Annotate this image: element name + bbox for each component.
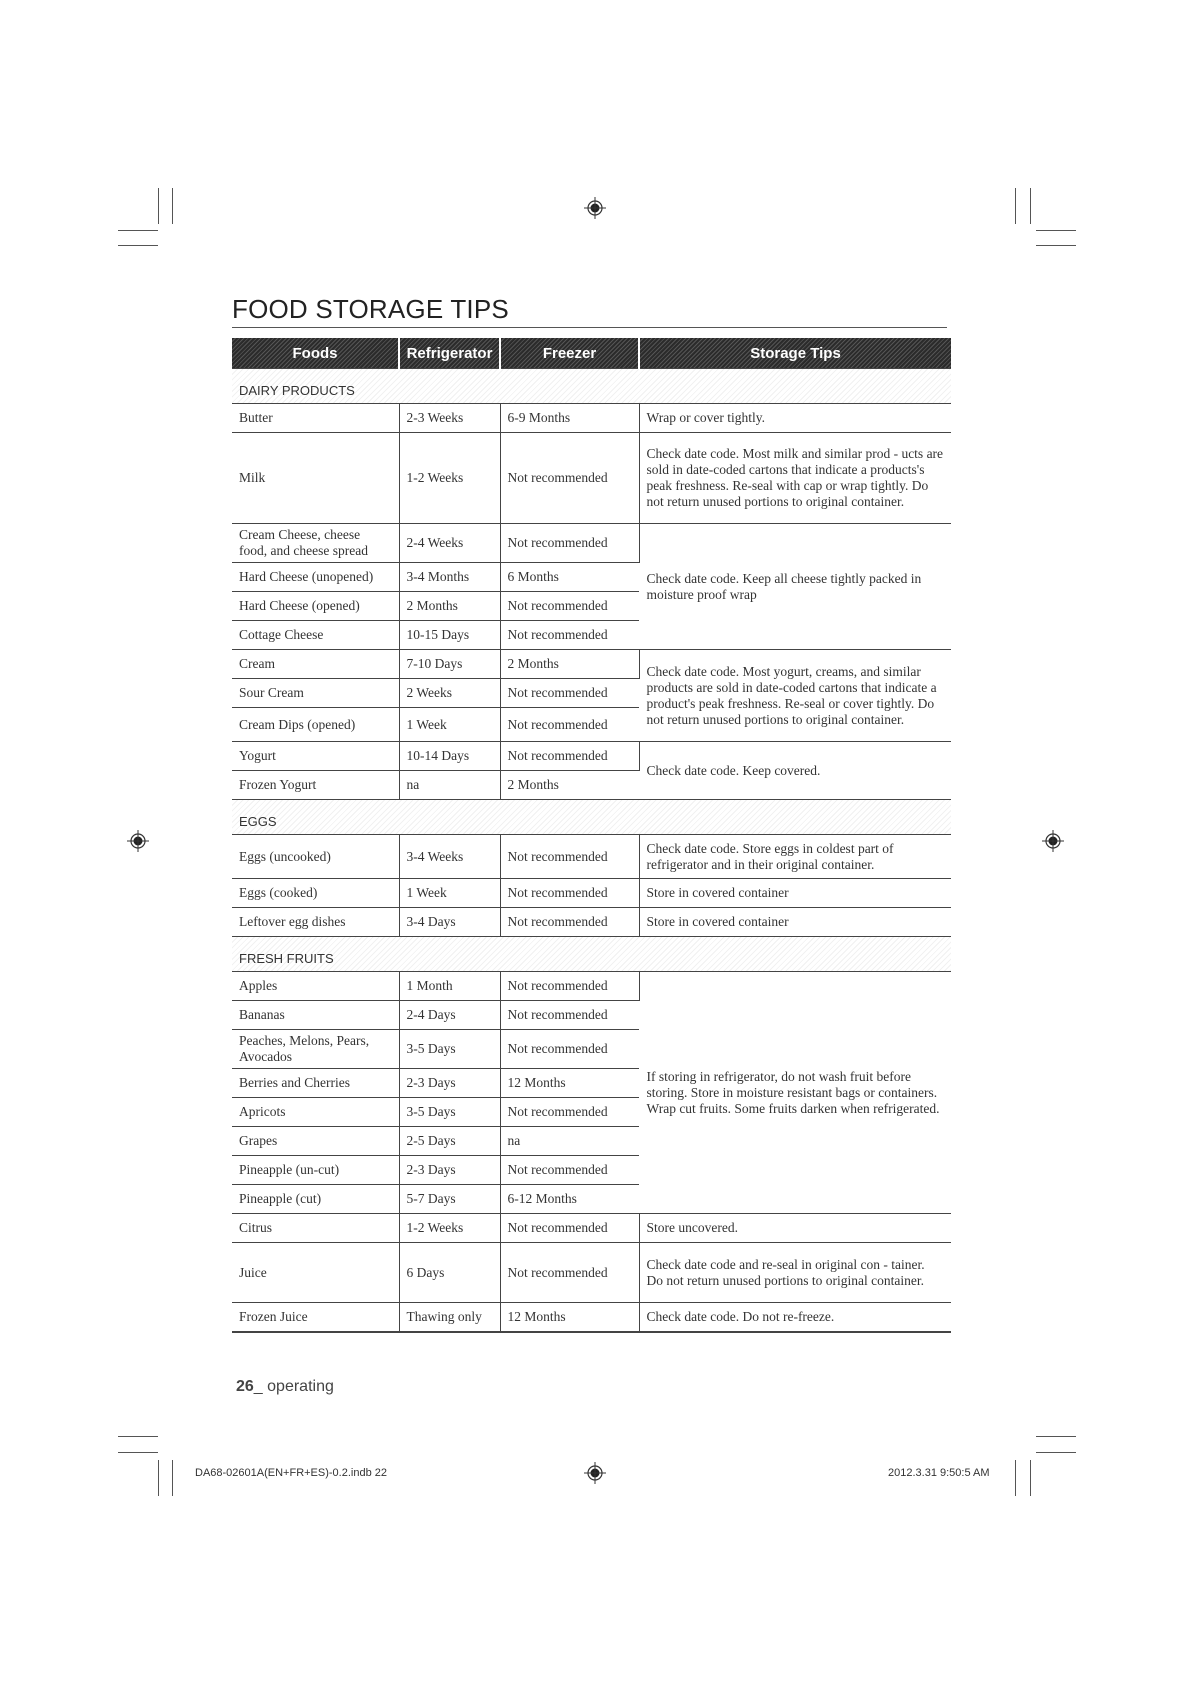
registration-mark-icon: [127, 830, 149, 852]
food-cell: Citrus: [232, 1214, 399, 1243]
food-cell: Yogurt: [232, 742, 399, 771]
freezer-cell: Not recommended: [500, 1214, 639, 1243]
table-row: [232, 835, 951, 879]
fridge-cell: 2-4 Weeks: [399, 524, 500, 563]
crop-mark: [1036, 230, 1076, 231]
fridge-cell: Thawing only: [399, 1303, 500, 1333]
fridge-cell: 1 Week: [399, 879, 500, 908]
fridge-cell: 3-4 Months: [399, 563, 500, 592]
tip-cell: Check date code. Keep covered.: [639, 742, 951, 800]
freezer-cell: 6-9 Months: [500, 404, 639, 433]
freezer-cell: 2 Months: [500, 650, 639, 679]
tip-cell: Store in covered container: [639, 879, 951, 908]
freezer-cell: 2 Months: [500, 771, 639, 800]
header-refrigerator: Refrigerator: [399, 338, 500, 369]
freezer-cell: Not recommended: [500, 835, 639, 879]
page-footer: [236, 1378, 334, 1396]
section-eggs: EGGS: [232, 800, 951, 835]
food-cell: Grapes: [232, 1127, 399, 1156]
fridge-cell: 3-5 Days: [399, 1030, 500, 1069]
freezer-cell: Not recommended: [500, 1030, 639, 1069]
freezer-cell: Not recommended: [500, 524, 639, 563]
fridge-cell: 10-14 Days: [399, 742, 500, 771]
food-cell: Eggs (cooked): [232, 879, 399, 908]
tip-cell: Wrap or cover tightly.: [639, 404, 951, 433]
fridge-cell: 1 Week: [399, 708, 500, 742]
table-row: [232, 650, 951, 679]
freezer-cell: 6 Months: [500, 563, 639, 592]
fridge-cell: 7-10 Days: [399, 650, 500, 679]
food-cell: Cottage Cheese: [232, 621, 399, 650]
food-cell: Frozen Juice: [232, 1303, 399, 1333]
fridge-cell: 2-3 Days: [399, 1069, 500, 1098]
food-cell: Pineapple (un-cut): [232, 1156, 399, 1185]
fridge-cell: 6 Days: [399, 1243, 500, 1303]
food-cell: Hard Cheese (unopened): [232, 563, 399, 592]
crop-mark: [1036, 1436, 1076, 1437]
freezer-cell: Not recommended: [500, 433, 639, 524]
tip-cell: Check date code. Most yogurt, creams, and similar products are sold in date-coded cartons that indicate a product's peak freshness. Re-seal or cover tightly. Do not return unused portions to original container.: [639, 650, 951, 742]
fridge-cell: na: [399, 771, 500, 800]
freezer-cell: na: [500, 1127, 639, 1156]
crop-mark: [1030, 1460, 1031, 1496]
fridge-cell: 2 Weeks: [399, 679, 500, 708]
food-cell: Peaches, Melons, Pears, Avocados: [232, 1030, 399, 1069]
section-fresh-fruits: FRESH FRUITS: [232, 937, 951, 972]
file-slug: DA68-02601A(EN+FR+ES)-0.2.indb 22: [195, 1467, 387, 1479]
crop-mark: [158, 1460, 159, 1496]
registration-mark-icon: [584, 1462, 606, 1484]
crop-mark: [172, 1460, 173, 1496]
freezer-cell: Not recommended: [500, 972, 639, 1001]
crop-mark: [118, 230, 158, 231]
food-cell: Milk: [232, 433, 399, 524]
food-cell: Cream Dips (opened): [232, 708, 399, 742]
food-cell: Berries and Cherries: [232, 1069, 399, 1098]
tip-cell: If storing in refrigerator, do not wash fruit before storing. Store in moisture resistant bags or containers. Wrap cut fruits. Some fruits darken when refrigerated.: [639, 972, 951, 1214]
crop-mark: [1030, 188, 1031, 224]
fridge-cell: 1-2 Weeks: [399, 1214, 500, 1243]
tip-cell: Store uncovered.: [639, 1214, 951, 1243]
page-number: 26: [236, 1378, 254, 1395]
fridge-cell: 2-4 Days: [399, 1001, 500, 1030]
fridge-cell: 3-4 Days: [399, 908, 500, 937]
table-row: [232, 1303, 951, 1333]
freezer-cell: Not recommended: [500, 1001, 639, 1030]
fridge-cell: 2 Months: [399, 592, 500, 621]
food-cell: Leftover egg dishes: [232, 908, 399, 937]
tip-cell: Check date code. Most milk and similar prod - ucts are sold in date-coded cartons that indicate a products's peak freshness. Re-seal with cap or wrap tightly. Do not return unused portions to original container.: [639, 433, 951, 524]
food-cell: Butter: [232, 404, 399, 433]
header-storage-tips: Storage Tips: [639, 338, 951, 369]
fridge-cell: 10-15 Days: [399, 621, 500, 650]
food-cell: Apricots: [232, 1098, 399, 1127]
freezer-cell: Not recommended: [500, 621, 639, 650]
food-cell: Pineapple (cut): [232, 1185, 399, 1214]
fridge-cell: 3-5 Days: [399, 1098, 500, 1127]
fridge-cell: 1-2 Weeks: [399, 433, 500, 524]
tip-cell: Check date code. Store eggs in coldest part of refrigerator and in their original container.: [639, 835, 951, 879]
freezer-cell: Not recommended: [500, 1243, 639, 1303]
crop-mark: [1036, 245, 1076, 246]
registration-mark-icon: [1042, 830, 1064, 852]
food-cell: Hard Cheese (opened): [232, 592, 399, 621]
freezer-cell: Not recommended: [500, 1098, 639, 1127]
food-cell: Frozen Yogurt: [232, 771, 399, 800]
table-row: [232, 972, 951, 1001]
food-cell: Cream Cheese, cheese food, and cheese spread: [232, 524, 399, 563]
freezer-cell: Not recommended: [500, 679, 639, 708]
table-row: [232, 433, 951, 524]
food-cell: Eggs (uncooked): [232, 835, 399, 879]
freezer-cell: Not recommended: [500, 708, 639, 742]
tip-cell: Check date code. Do not re-freeze.: [639, 1303, 951, 1333]
table-row: [232, 879, 951, 908]
food-cell: Cream: [232, 650, 399, 679]
fridge-cell: 5-7 Days: [399, 1185, 500, 1214]
crop-mark: [158, 188, 159, 224]
freezer-cell: Not recommended: [500, 1156, 639, 1185]
title-divider: [232, 327, 947, 328]
crop-mark: [172, 188, 173, 224]
crop-mark: [118, 1452, 158, 1453]
crop-mark: [1015, 1460, 1016, 1496]
freezer-cell: Not recommended: [500, 879, 639, 908]
fridge-cell: 3-4 Weeks: [399, 835, 500, 879]
freezer-cell: Not recommended: [500, 592, 639, 621]
food-cell: Apples: [232, 972, 399, 1001]
food-cell: Bananas: [232, 1001, 399, 1030]
fridge-cell: 2-5 Days: [399, 1127, 500, 1156]
table-row: [232, 1243, 951, 1303]
crop-mark: [1036, 1452, 1076, 1453]
fridge-cell: 2-3 Weeks: [399, 404, 500, 433]
table-row: [232, 524, 951, 563]
crop-mark: [1015, 188, 1016, 224]
table-row: [232, 742, 951, 771]
food-cell: Sour Cream: [232, 679, 399, 708]
page-title: FOOD STORAGE TIPS: [232, 294, 509, 324]
fridge-cell: 1 Month: [399, 972, 500, 1001]
freezer-cell: Not recommended: [500, 742, 639, 771]
table-row: [232, 1214, 951, 1243]
tip-cell: Check date code and re-seal in original con - tainer. Do not return unused portions to original container.: [639, 1243, 951, 1303]
section-dairy: DAIRY PRODUCTS: [232, 369, 951, 404]
crop-mark: [118, 1436, 158, 1437]
header-foods: Foods: [232, 338, 399, 369]
timestamp-slug: 2012.3.31 9:50:5 AM: [888, 1467, 990, 1479]
table-row: [232, 404, 951, 433]
food-cell: Juice: [232, 1243, 399, 1303]
registration-mark-icon: [584, 197, 606, 219]
header-freezer: Freezer: [500, 338, 639, 369]
table-row: [232, 908, 951, 937]
storage-table: [232, 338, 951, 1333]
fridge-cell: 2-3 Days: [399, 1156, 500, 1185]
freezer-cell: 12 Months: [500, 1069, 639, 1098]
crop-mark: [118, 245, 158, 246]
freezer-cell: Not recommended: [500, 908, 639, 937]
tip-cell: Check date code. Keep all cheese tightly packed in moisture proof wrap: [639, 524, 951, 650]
freezer-cell: 6-12 Months: [500, 1185, 639, 1214]
freezer-cell: 12 Months: [500, 1303, 639, 1333]
footer-section: _ operating: [253, 1378, 334, 1395]
tip-cell: Store in covered container: [639, 908, 951, 937]
